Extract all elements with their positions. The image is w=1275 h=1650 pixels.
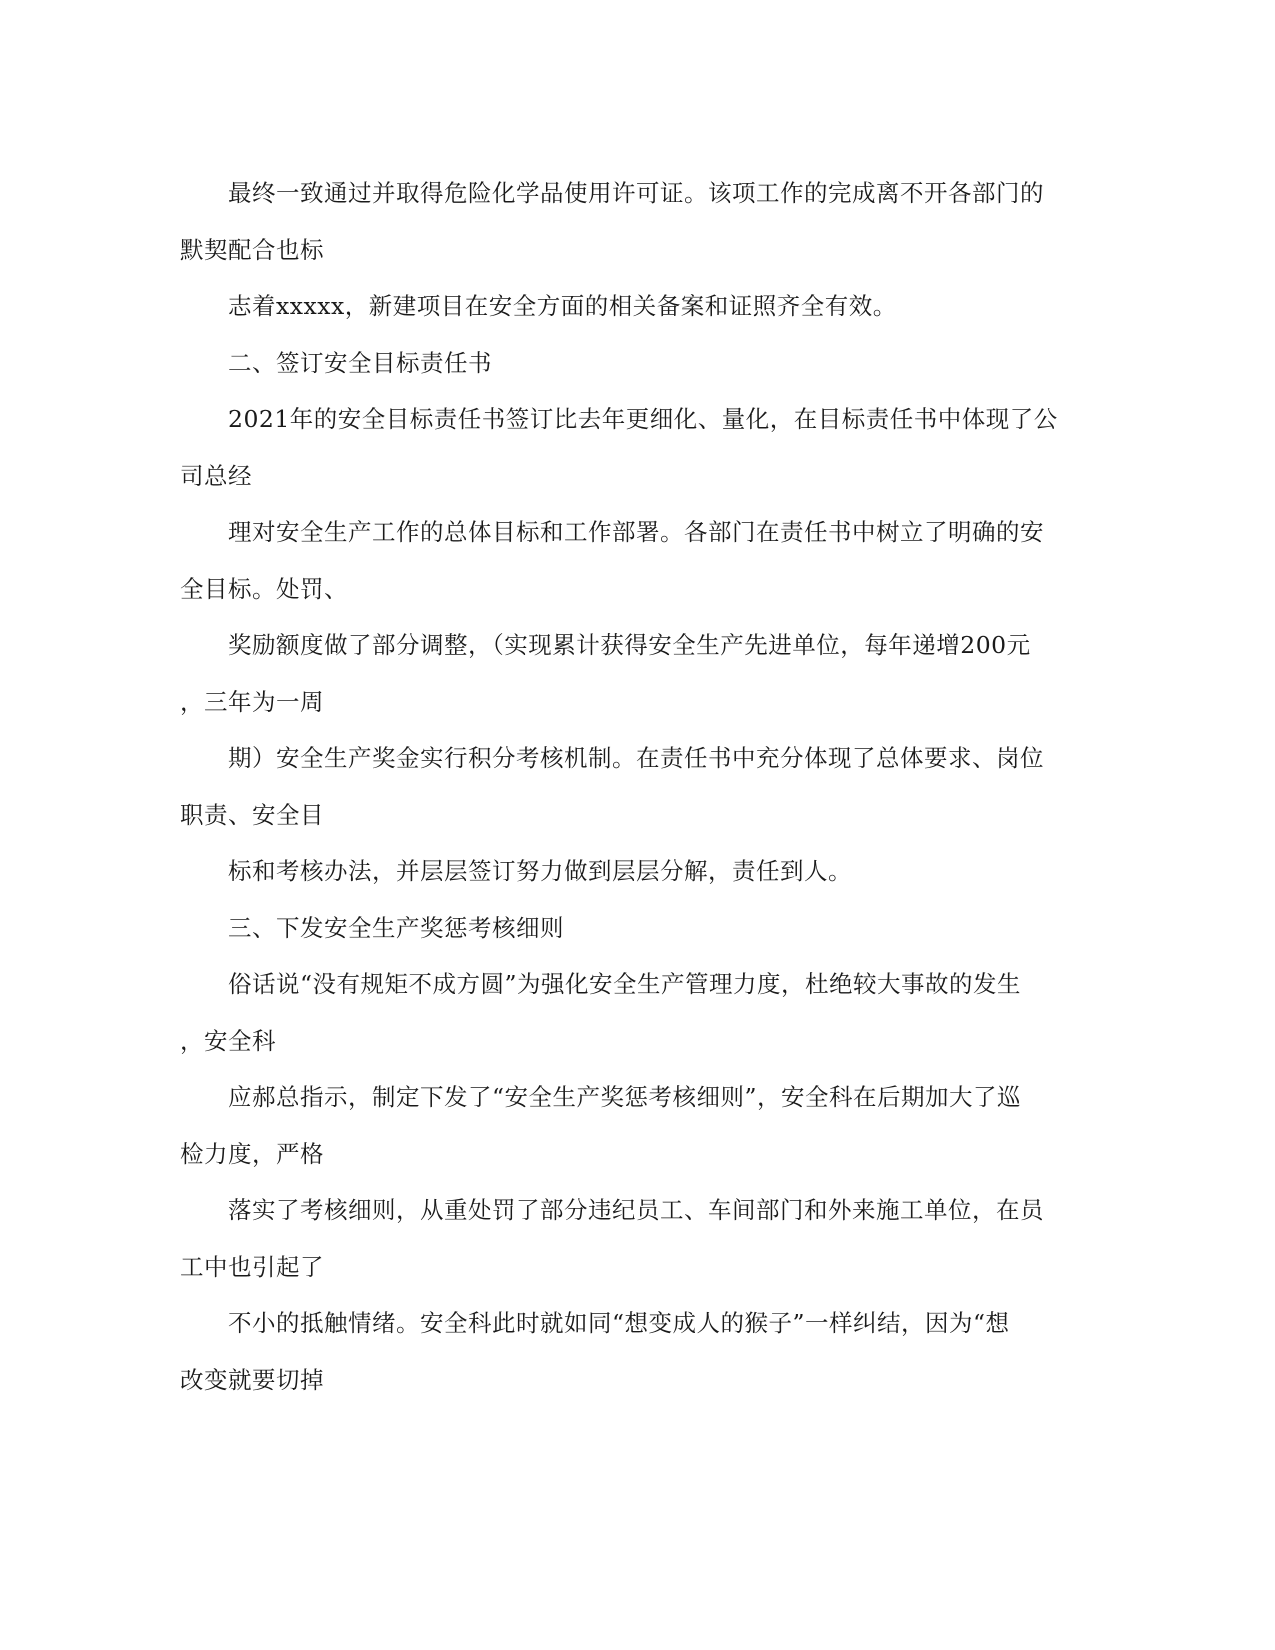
paragraph-line-wrap: 默契配合也标	[180, 235, 324, 264]
paragraph-line-first: 最终一致通过并取得危险化学品使用许可证。该项工作的完成离不开各部门的	[228, 179, 1044, 207]
paragraph	[180, 1295, 1080, 1408]
paragraph	[180, 1069, 1080, 1182]
paragraph-line-wrap: ，三年为一周	[180, 687, 324, 716]
paragraph	[180, 391, 1080, 504]
paragraph	[180, 165, 1080, 278]
paragraph	[180, 843, 1080, 900]
paragraph-line-first: 不小的抵触情绪。安全科此时就如同“想变成人的猴子”一样纠结，因为“想	[228, 1309, 1010, 1337]
paragraph-line-wrap: 职责、安全目	[180, 800, 324, 829]
paragraph	[180, 956, 1080, 1069]
section-heading	[180, 335, 1080, 392]
document-body	[180, 165, 1080, 1408]
paragraph-line-wrap: 工中也引起了	[180, 1252, 324, 1281]
paragraph	[180, 278, 1080, 335]
paragraph-line-wrap: 司总经	[180, 461, 252, 490]
paragraph-line-first: 落实了考核细则，从重处罚了部分违纪员工、车间部门和外来施工单位，在员	[228, 1196, 1044, 1224]
section-heading-text: 二、签订安全目标责任书	[228, 348, 492, 377]
paragraph-line-wrap: ，安全科	[180, 1026, 276, 1055]
paragraph-line-wrap: 全目标。处罚、	[180, 574, 348, 603]
paragraph-line-first: 2021年的安全目标责任书签订比去年更细化、量化，在目标责任书中体现了公	[228, 405, 1058, 433]
paragraph	[180, 1182, 1080, 1295]
paragraph-line-first: 理对安全生产工作的总体目标和工作部署。各部门在责任书中树立了明确的安	[228, 518, 1044, 546]
paragraph	[180, 504, 1080, 617]
section-heading	[180, 900, 1080, 957]
paragraph-line-first: 标和考核办法，并层层签订努力做到层层分解，责任到人。	[228, 857, 852, 885]
paragraph-line-first: 应郝总指示，制定下发了“安全生产奖惩考核细则”，安全科在后期加大了巡	[228, 1083, 1022, 1111]
paragraph-line-first: 奖励额度做了部分调整，（实现累计获得安全生产先进单位，每年递增200元	[228, 631, 1031, 659]
paragraph	[180, 617, 1080, 730]
paragraph-line-wrap: 改变就要切掉	[180, 1365, 324, 1394]
paragraph-line-first: 俗话说“没有规矩不成方圆”为强化安全生产管理力度，杜绝较大事故的发生	[228, 970, 1022, 998]
paragraph-line-wrap: 检力度，严格	[180, 1139, 324, 1168]
paragraph-line-first: 志着xxxxx，新建项目在安全方面的相关备案和证照齐全有效。	[228, 292, 897, 320]
paragraph-line-first: 期）安全生产奖金实行积分考核机制。在责任书中充分体现了总体要求、岗位	[228, 744, 1044, 772]
section-heading-text: 三、下发安全生产奖惩考核细则	[228, 913, 564, 942]
paragraph	[180, 730, 1080, 843]
